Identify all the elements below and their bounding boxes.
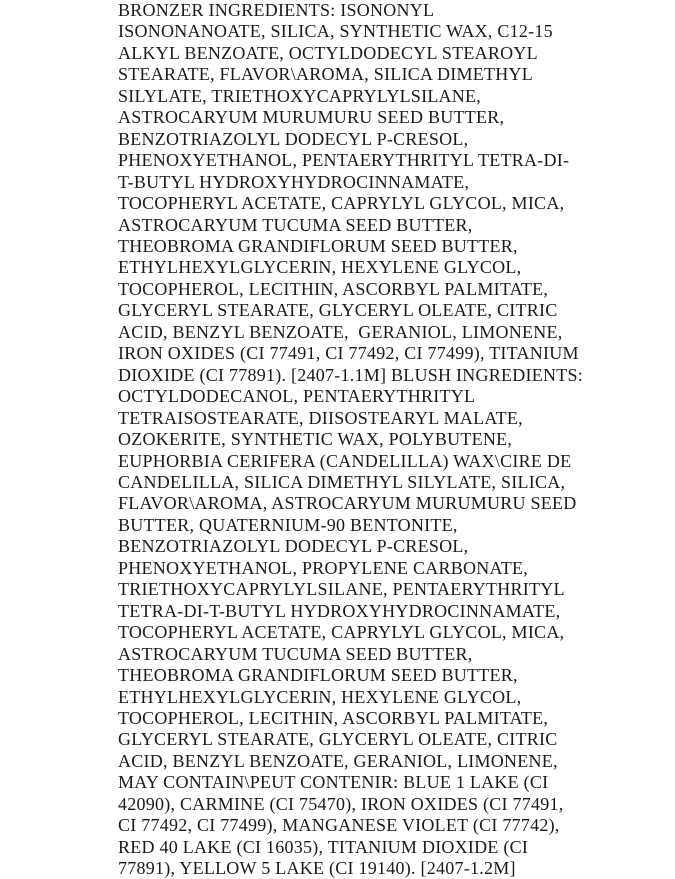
text-line: DIOXIDE (CI 77891). [2407-1.1M] BLUSH INGREDIENTS: xyxy=(118,364,583,385)
text-line: 42090), CARMINE (CI 75470), IRON OXIDES (CI 77491, xyxy=(118,793,564,814)
text-line: BUTTER, QUATERNIUM-90 BENTONITE, xyxy=(118,514,458,535)
text-line: PHENOXYETHANOL, PROPYLENE CARBONATE, xyxy=(118,557,529,578)
text-line: TOCOPHERYL ACETATE, CAPRYLYL GLYCOL, MICA, xyxy=(118,622,565,643)
text-line: ISONONANOATE, SILICA, SYNTHETIC WAX, C12-15 xyxy=(118,21,553,42)
text-line: THEOBROMA GRANDIFLORUM SEED BUTTER, xyxy=(118,665,518,686)
text-line: ACID, BENZYL BENZOATE, GERANIOL, LIMONENE, xyxy=(118,321,563,342)
text-line: EUPHORBIA CERIFERA (CANDELILLA) WAX\CIRE DE xyxy=(118,450,572,471)
text-line: TOCOPHEROL, LECITHIN, ASCORBYL PALMITATE, xyxy=(118,707,549,728)
text-line: ACID, BENZYL BENZOATE, GERANIOL, LIMONENE, xyxy=(118,750,558,771)
text-line: TETRA-DI-T-BUTYL HYDROXYHYDROCINNAMATE, xyxy=(118,600,561,621)
text-line: ASTROCARYUM MURUMURU SEED BUTTER, xyxy=(118,107,505,128)
text-line: GLYCERYL STEARATE, GLYCERYL OLEATE, CITRIC xyxy=(118,729,558,750)
text-line: SILYLATE, TRIETHOXYCAPRYLYLSILANE, xyxy=(118,85,482,106)
text-line: BENZOTRIAZOLYL DODECYL P-CRESOL, xyxy=(118,536,469,557)
text-line: RED 40 LAKE (CI 16035), TITANIUM DIOXIDE (CI xyxy=(118,836,529,857)
text-line: THEOBROMA GRANDIFLORUM SEED BUTTER, xyxy=(118,235,518,256)
text-line: TOCOPHEROL, LECITHIN, ASCORBYL PALMITATE, xyxy=(118,278,549,299)
text-line: ALKYL BENZOATE, OCTYLDODECYL STEAROYL xyxy=(118,42,538,63)
text-line: CANDELILLA, SILICA DIMETHYL SILYLATE, SILICA, xyxy=(118,471,566,492)
text-line: ETHYLHEXYLGLYCERIN, HEXYLENE GLYCOL, xyxy=(118,686,522,707)
text-line: T-BUTYL HYDROXYHYDROCINNAMATE, xyxy=(118,171,470,192)
text-line: FLAVOR\AROMA, ASTROCARYUM MURUMURU SEED xyxy=(118,493,577,514)
text-line: ETHYLHEXYLGLYCERIN, HEXYLENE GLYCOL, xyxy=(118,257,522,278)
text-line: ASTROCARYUM TUCUMA SEED BUTTER, xyxy=(118,643,473,664)
text-line: BENZOTRIAZOLYL DODECYL P-CRESOL, xyxy=(118,128,469,149)
text-line: ASTROCARYUM TUCUMA SEED BUTTER, xyxy=(118,214,473,235)
text-line: TOCOPHERYL ACETATE, CAPRYLYL GLYCOL, MICA, xyxy=(118,193,565,214)
text-line: 77891), YELLOW 5 LAKE (CI 19140). [2407-1.2M] xyxy=(118,858,516,879)
text-line: IRON OXIDES (CI 77491, CI 77492, CI 77499), TITANIUM xyxy=(118,343,579,364)
text-line: OCTYLDODECANOL, PENTAERYTHRITYL xyxy=(118,386,476,407)
text-line: STEARATE, FLAVOR\AROMA, SILICA DIMETHYL xyxy=(118,64,533,85)
ingredients-text-block xyxy=(118,0,663,879)
text-line: MAY CONTAIN\PEUT CONTENIR: BLUE 1 LAKE (CI xyxy=(118,772,549,793)
text-line: TETRAISOSTEARATE, DIISOSTEARYL MALATE, xyxy=(118,407,523,428)
text-line: OZOKERITE, SYNTHETIC WAX, POLYBUTENE, xyxy=(118,429,513,450)
text-line: BRONZER INGREDIENTS: ISONONYL xyxy=(118,0,435,20)
text-line: CI 77492, CI 77499), MANGANESE VIOLET (CI 77742), xyxy=(118,815,560,836)
text-line: GLYCERYL STEARATE, GLYCERYL OLEATE, CITRIC xyxy=(118,300,558,321)
text-line: TRIETHOXYCAPRYLYLSILANE, PENTAERYTHRITYL xyxy=(118,579,565,600)
text-line: PHENOXYETHANOL, PENTAERYTHRITYL TETRA-DI- xyxy=(118,150,570,171)
